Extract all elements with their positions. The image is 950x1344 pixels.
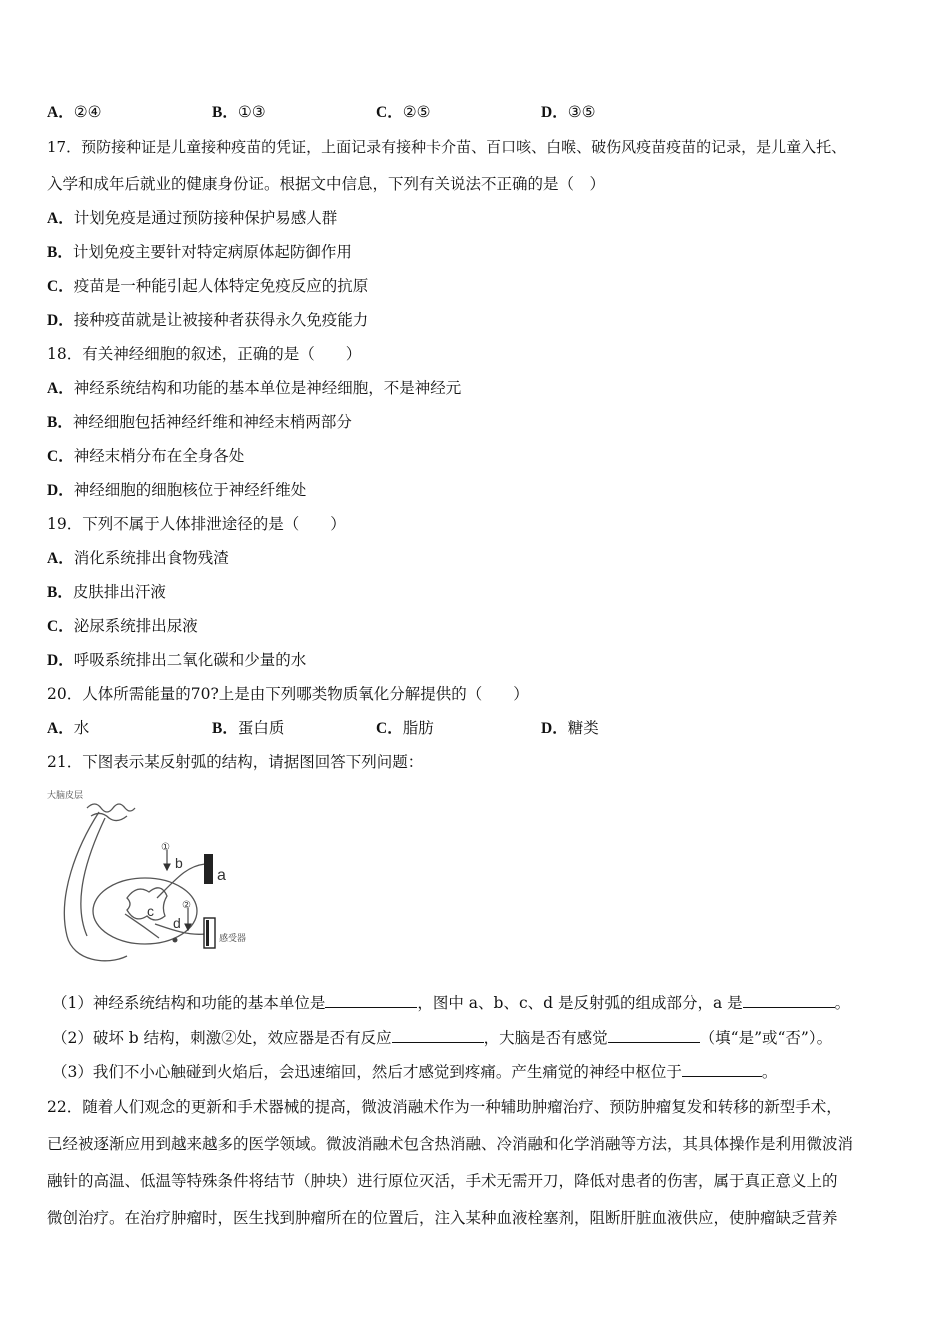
- label-cortex: 大脑皮层: [47, 791, 84, 801]
- label-mark-2: ②: [182, 900, 191, 911]
- q20-stem: 20．人体所需能量的70?上是由下列哪类物质氧化分解提供的（ ）: [47, 685, 529, 703]
- q18-option-d: D．神经细胞的细胞核位于神经纤维处: [47, 481, 307, 499]
- label-mark-1: ①: [161, 842, 170, 853]
- answer-blank[interactable]: [392, 1028, 484, 1043]
- q19-option-c: C．泌尿系统排出尿液: [47, 617, 198, 635]
- label-a: a: [217, 867, 226, 884]
- reflex-arc-diagram: [47, 786, 267, 976]
- q16-option-c: C．②⑤: [376, 103, 431, 121]
- q20-option-d: D．糖类: [541, 719, 599, 737]
- q17-stem-line1: 17．预防接种证是儿童接种疫苗的凭证，上面记录有接种卡介苗、百口咳、白喉、破伤风疫苗疫苗的记录，是儿童入托、: [47, 138, 847, 156]
- q17-stem-line2: 入学和成年后就业的健康身份证。根据文中信息，下列有关说法不正确的是（ ）: [47, 175, 606, 193]
- q18-stem: 18．有关神经细胞的叙述，正确的是（ ）: [47, 345, 362, 363]
- q20-option-c: C．脂肪: [376, 719, 434, 737]
- answer-blank[interactable]: [608, 1028, 700, 1043]
- q16-option-a: A．②④: [47, 103, 102, 121]
- answer-blank[interactable]: [325, 993, 417, 1008]
- q17-option-d: D．接种疫苗就是让被接种者获得永久免疫能力: [47, 311, 369, 329]
- label-b: b: [175, 855, 183, 871]
- q18-option-c: C．神经末梢分布在全身各处: [47, 447, 245, 465]
- q18-option-b: B．神经细胞包括神经纤维和神经末梢两部分: [47, 413, 352, 431]
- label-d: d: [173, 915, 181, 931]
- q16-option-b: B．①③: [212, 103, 266, 121]
- q19-option-d: D．呼吸系统排出二氧化碳和少量的水: [47, 651, 307, 669]
- q22-line-2: 已经被逐渐应用到越来越多的医学领域。微波消融术包含热消融、冷消融和化学消融等方法，其具体操作是利用微波消: [47, 1135, 854, 1153]
- q21-sub1: （1）神经系统结构和功能的基本单位是 ，图中 a、b、c、d 是反射弧的组成部分，a 是 。: [52, 994, 851, 1012]
- q17-option-b: B．计划免疫主要针对特定病原体起防御作用: [47, 243, 352, 261]
- q19-option-a: A．消化系统排出食物残渣: [47, 549, 229, 567]
- q20-option-b: B．蛋白质: [212, 719, 285, 737]
- q16-option-d: D．③⑤: [541, 103, 596, 121]
- q21-sub3: （3）我们不小心触碰到火焰后，会迅速缩回，然后才感觉到疼痛。产生痛觉的神经中枢位于 。: [52, 1063, 778, 1081]
- q21-stem: 21．下图表示某反射弧的结构，请据图回答下列问题：: [47, 753, 424, 771]
- answer-blank[interactable]: [682, 1062, 762, 1077]
- q20-option-a: A．水: [47, 719, 90, 737]
- q19-option-b: B．皮肤排出汗液: [47, 583, 166, 601]
- q17-option-a: A．计划免疫是通过预防接种保护易感人群: [47, 209, 338, 227]
- q21-sub2: （2）破坏 b 结构，刺激②处，效应器是否有反应 ，大脑是否有感觉 （填“是”或“否”）。: [52, 1029, 833, 1047]
- q17-option-c: C．疫苗是一种能引起人体特定免疫反应的抗原: [47, 277, 369, 295]
- q22-line-1: 22．随着人们观念的更新和手术器械的提高，微波消融术作为一种辅助肿瘤治疗、预防肿瘤复发和转移的新型手术，: [47, 1098, 842, 1116]
- q22-line-4: 微创治疗。在治疗肿瘤时，医生找到肿瘤所在的位置后，注入某种血液栓塞剂，阻断肝脏血液供应，使肿瘤缺乏营养: [47, 1209, 838, 1227]
- answer-blank[interactable]: [743, 993, 835, 1008]
- label-c: c: [147, 903, 154, 919]
- q19-stem: 19．下列不属于人体排泄途径的是（ ）: [47, 515, 346, 533]
- label-receptor: 感受器: [219, 934, 247, 944]
- q22-line-3: 融针的高温、低温等特殊条件将结节（肿块）进行原位灭活，手术无需开刀，降低对患者的伤害，属于真正意义上的: [47, 1172, 838, 1190]
- q18-option-a: A．神经系统结构和功能的基本单位是神经细胞，不是神经元: [47, 379, 462, 397]
